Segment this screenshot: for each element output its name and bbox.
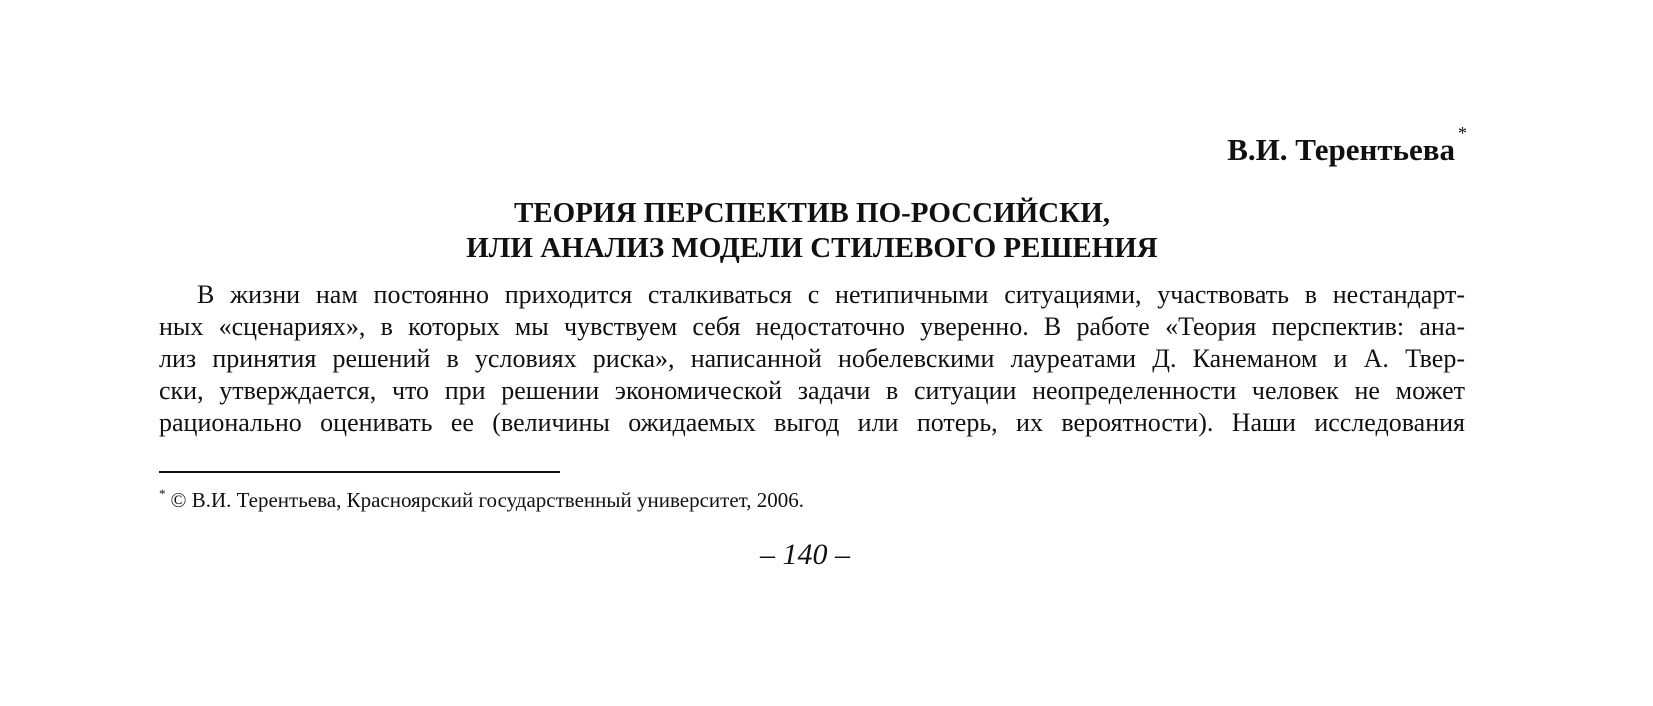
body-line-4: ски, утверждается, что при решении экономической задачи в ситуации неопределенности человек не может bbox=[159, 376, 1465, 405]
body-line-2: ных «сценариях», в которых мы чувствуем себя недостаточно уверенно. В работе «Теория перспектив: ана- bbox=[159, 312, 1465, 341]
article-title bbox=[159, 196, 1465, 266]
footnote-divider bbox=[159, 471, 560, 473]
footnote-mark: * bbox=[159, 486, 166, 501]
article-title-line-2: ИЛИ АНАЛИЗ МОДЕЛИ СТИЛЕВОГО РЕШЕНИЯ bbox=[466, 232, 1158, 264]
body-line-5: рационально оценивать ее (величины ожидаемых выгод или потерь, их вероятности). Наши исследования bbox=[159, 408, 1465, 437]
author-name-text: В.И. Терентьева bbox=[1227, 132, 1455, 167]
author-footnote-mark: * bbox=[1458, 123, 1467, 143]
body-line-3: лиз принятия решений в условиях риска», написанной нобелевскими лауреатами Д. Канеманом и А. Твер- bbox=[159, 344, 1465, 373]
page-number: – 140 – bbox=[760, 538, 850, 571]
footnote bbox=[159, 488, 804, 513]
article-title-line-1: ТЕОРИЯ ПЕРСПЕКТИВ ПО-РОССИЙСКИ, bbox=[513, 197, 1111, 229]
body-line-1: В жизни нам постоянно приходится сталкиваться с нетипичными ситуациями, участвовать в нестандарт- bbox=[197, 280, 1465, 309]
body-paragraph bbox=[159, 279, 1465, 439]
footnote-text: © В.И. Терентьева, Красноярский государственный университет, 2006. bbox=[170, 488, 804, 512]
author-name bbox=[1227, 123, 1467, 167]
